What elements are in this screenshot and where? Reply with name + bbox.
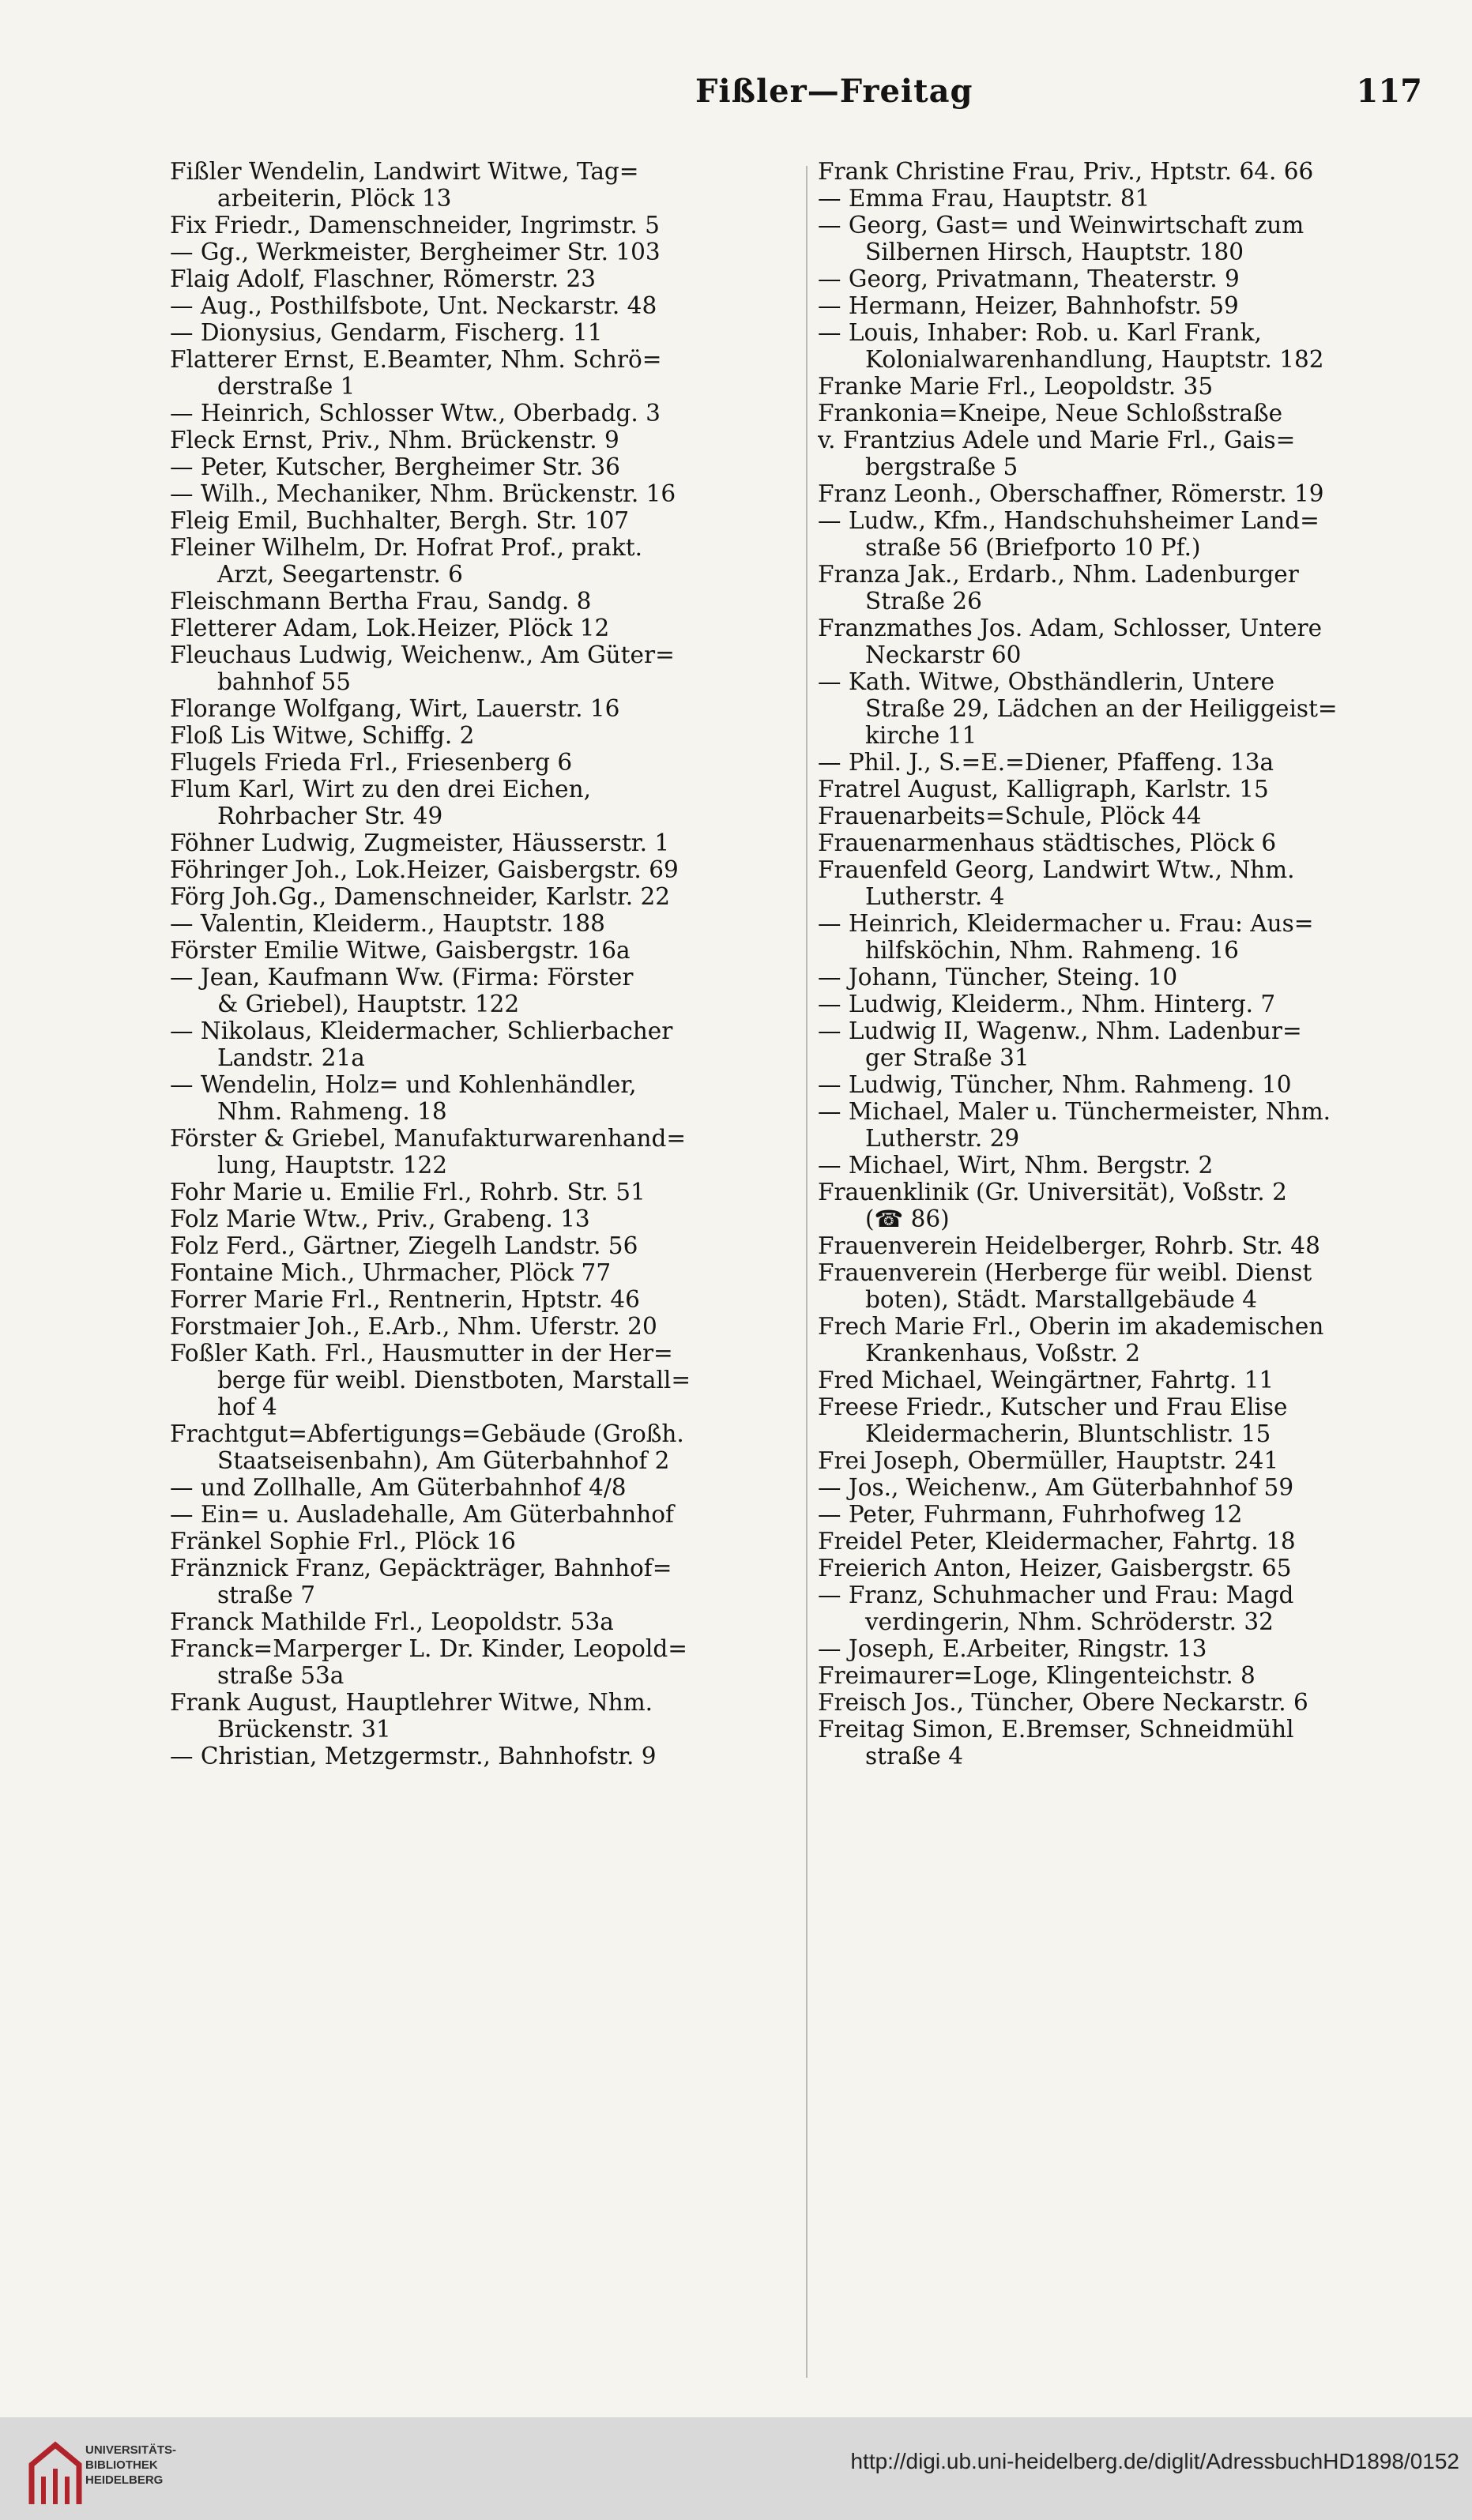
directory-entry-line: Forstmaier Joh., E.Arb., Nhm. Uferstr. 20 xyxy=(170,1313,657,1340)
directory-entry-line: Foßler Kath. Frl., Hausmutter in der Her= xyxy=(170,1340,673,1367)
directory-entry-line: — Ein= u. Ausladehalle, Am Güterbahnhof xyxy=(170,1501,674,1528)
directory-entry-line: arbeiterin, Plöck 13 xyxy=(217,185,452,212)
source-url-link[interactable]: http://digi.ub.uni-heidelberg.de/diglit/AdressbuchHD1898/0152 xyxy=(850,2449,1459,2473)
directory-entry-line: — Phil. J., S.=E.=Diener, Pfaffeng. 13a xyxy=(818,749,1274,776)
directory-entry-line: — Peter, Kutscher, Bergheimer Str. 36 xyxy=(170,453,620,480)
directory-entry-line: Frauenfeld Georg, Landwirt Wtw., Nhm. xyxy=(818,856,1295,883)
library-logo-icon xyxy=(16,2433,95,2512)
directory-entry-line: Freese Friedr., Kutscher und Frau Elise xyxy=(818,1394,1288,1420)
directory-entry-line: Frankonia=Kneipe, Neue Schloßstraße xyxy=(818,400,1283,427)
column-divider xyxy=(806,166,808,2378)
directory-entry-line: Neckarstr 60 xyxy=(865,641,1022,668)
directory-entry-line: lung, Hauptstr. 122 xyxy=(217,1152,448,1179)
directory-entry-line: Kleidermacherin, Bluntschlistr. 15 xyxy=(865,1420,1271,1447)
directory-entry-line: — Johann, Tüncher, Steing. 10 xyxy=(818,964,1178,991)
directory-entry-line: — Jos., Weichenw., Am Güterbahnhof 59 xyxy=(818,1474,1294,1501)
directory-entry-line: — Valentin, Kleiderm., Hauptstr. 188 xyxy=(170,910,605,937)
directory-entry-line: Föhringer Joh., Lok.Heizer, Gaisbergstr. 69 xyxy=(170,856,679,883)
directory-entry-line: Krankenhaus, Voßstr. 2 xyxy=(865,1340,1140,1367)
directory-entry-line: Franza Jak., Erdarb., Nhm. Ladenburger xyxy=(818,561,1299,588)
directory-entry-line: Florange Wolfgang, Wirt, Lauerstr. 16 xyxy=(170,695,620,722)
directory-entry-line: straße 7 xyxy=(217,1582,315,1608)
directory-entry-line: Forrer Marie Frl., Rentnerin, Hptstr. 46 xyxy=(170,1286,640,1313)
directory-entry-line: Silbernen Hirsch, Hauptstr. 180 xyxy=(865,239,1244,265)
directory-entry-line: Föhner Ludwig, Zugmeister, Häusserstr. 1 xyxy=(170,829,670,856)
directory-entry-line: verdingerin, Nhm. Schröderstr. 32 xyxy=(865,1608,1274,1635)
left-column xyxy=(170,158,802,2386)
directory-entry-line: Flum Karl, Wirt zu den drei Eichen, xyxy=(170,776,591,803)
directory-entry-line: — Dionysius, Gendarm, Fischerg. 11 xyxy=(170,319,603,346)
directory-entry-line: Franck Mathilde Frl., Leopoldstr. 53a xyxy=(170,1608,614,1635)
directory-entry-line: — Ludwig II, Wagenw., Nhm. Ladenbur= xyxy=(818,1017,1302,1044)
directory-entry-line: — Jean, Kaufmann Ww. (Firma: Förster xyxy=(170,964,634,991)
right-column xyxy=(818,158,1458,2386)
directory-entry-line: Freierich Anton, Heizer, Gaisbergstr. 65 xyxy=(818,1555,1292,1582)
directory-entry-line: Straße 26 xyxy=(865,588,982,615)
directory-entry-line: — Georg, Privatmann, Theaterstr. 9 xyxy=(818,265,1240,292)
directory-entry-line: Nhm. Rahmeng. 18 xyxy=(217,1098,447,1125)
directory-entry-line: Floß Lis Witwe, Schiffg. 2 xyxy=(170,722,475,749)
directory-entry-line: Staatseisenbahn), Am Güterbahnhof 2 xyxy=(217,1447,670,1474)
directory-entry-line: — Ludwig, Tüncher, Nhm. Rahmeng. 10 xyxy=(818,1071,1292,1098)
library-name-line: BIBLIOTHEK xyxy=(85,2458,158,2472)
directory-entry-line: — Nikolaus, Kleidermacher, Schlierbacher xyxy=(170,1017,673,1044)
directory-entry-line: Fleck Ernst, Priv., Nhm. Brückenstr. 9 xyxy=(170,427,619,453)
directory-entry-line: Fred Michael, Weingärtner, Fahrtg. 11 xyxy=(818,1367,1274,1394)
directory-entry-line: Förster & Griebel, Manufakturwarenhand= xyxy=(170,1125,687,1152)
directory-entry-line: & Griebel), Hauptstr. 122 xyxy=(217,991,520,1017)
directory-entry-line: — Hermann, Heizer, Bahnhofstr. 59 xyxy=(818,292,1239,319)
directory-entry-line: — und Zollhalle, Am Güterbahnhof 4/8 xyxy=(170,1474,627,1501)
library-name xyxy=(85,2443,259,2488)
directory-entry-line: Freimaurer=Loge, Klingenteichstr. 8 xyxy=(818,1662,1256,1689)
directory-entry-line: bergstraße 5 xyxy=(865,453,1018,480)
directory-entry-line: — Michael, Maler u. Tünchermeister, Nhm. xyxy=(818,1098,1331,1125)
library-name-line: UNIVERSITÄTS- xyxy=(85,2443,177,2457)
directory-entry-line: Frauenklinik (Gr. Universität), Voßstr. 2 xyxy=(818,1179,1287,1205)
directory-entry-line: Förg Joh.Gg., Damenschneider, Karlstr. 22 xyxy=(170,883,671,910)
directory-entry-line: Frauenarbeits=Schule, Plöck 44 xyxy=(818,803,1202,829)
page-number: 117 xyxy=(1356,73,1422,110)
directory-entry-line: ger Straße 31 xyxy=(865,1044,1030,1071)
directory-entry-line: — Christian, Metzgermstr., Bahnhofstr. 9 xyxy=(170,1743,657,1770)
directory-entry-line: — Ludw., Kfm., Handschuhsheimer Land= xyxy=(818,507,1320,534)
directory-entry-line: — Michael, Wirt, Nhm. Bergstr. 2 xyxy=(818,1152,1214,1179)
directory-entry-line: Folz Ferd., Gärtner, Ziegelh Landstr. 56 xyxy=(170,1232,638,1259)
directory-entry-line: derstraße 1 xyxy=(217,373,356,400)
directory-entry-line: Fränkel Sophie Frl., Plöck 16 xyxy=(170,1528,516,1555)
page-header xyxy=(695,73,1422,128)
directory-entry-line: Frauenarmenhaus städtisches, Plöck 6 xyxy=(818,829,1277,856)
directory-entry-line: straße 53a xyxy=(217,1662,344,1689)
directory-entry-line: Frachtgut=Abfertigungs=Gebäude (Großh. xyxy=(170,1420,684,1447)
directory-entry-line: — Joseph, E.Arbeiter, Ringstr. 13 xyxy=(818,1635,1207,1662)
directory-entry-line: Arzt, Seegartenstr. 6 xyxy=(217,561,463,588)
directory-entry-line: Kolonialwarenhandlung, Hauptstr. 182 xyxy=(865,346,1324,373)
directory-entry-line: Frauenverein (Herberge für weibl. Dienst xyxy=(818,1259,1312,1286)
directory-entry-line: kirche 11 xyxy=(865,722,977,749)
directory-entry-line: Fißler Wendelin, Landwirt Witwe, Tag= xyxy=(170,158,639,185)
directory-entry-line: (☎ 86) xyxy=(865,1205,950,1232)
directory-entry-line: Fleischmann Bertha Frau, Sandg. 8 xyxy=(170,588,592,615)
directory-entry-line: — Georg, Gast= und Weinwirtschaft zum xyxy=(818,212,1304,239)
directory-entry-line: hilfsköchin, Nhm. Rahmeng. 16 xyxy=(865,937,1239,964)
directory-entry-line: Förster Emilie Witwe, Gaisbergstr. 16a xyxy=(170,937,631,964)
directory-entry-line: Folz Marie Wtw., Priv., Grabeng. 13 xyxy=(170,1205,590,1232)
directory-entry-line: straße 56 (Briefporto 10 Pf.) xyxy=(865,534,1201,561)
directory-entry-line: — Peter, Fuhrmann, Fuhrhofweg 12 xyxy=(818,1501,1243,1528)
directory-entry-line: v. Frantzius Adele und Marie Frl., Gais= xyxy=(818,427,1296,453)
directory-entry-line: boten), Städt. Marstallgebäude 4 xyxy=(865,1286,1258,1313)
directory-entry-line: Fleig Emil, Buchhalter, Bergh. Str. 107 xyxy=(170,507,630,534)
directory-entry-line: — Emma Frau, Hauptstr. 81 xyxy=(818,185,1150,212)
directory-entry-line: — Gg., Werkmeister, Bergheimer Str. 103 xyxy=(170,239,661,265)
directory-entry-line: Brückenstr. 31 xyxy=(217,1716,391,1743)
directory-entry-line: — Heinrich, Kleidermacher u. Frau: Aus= xyxy=(818,910,1314,937)
directory-entry-line: Freisch Jos., Tüncher, Obere Neckarstr. 6 xyxy=(818,1689,1308,1716)
directory-entry-line: Freidel Peter, Kleidermacher, Fahrtg. 18 xyxy=(818,1528,1296,1555)
directory-entry-line: Freitag Simon, E.Bremser, Schneidmühl xyxy=(818,1716,1294,1743)
directory-entry-line: Straße 29, Lädchen an der Heiliggeist= xyxy=(865,695,1338,722)
directory-entry-line: — Wendelin, Holz= und Kohlenhändler, xyxy=(170,1071,637,1098)
directory-entry-line: Frech Marie Frl., Oberin im akademischen xyxy=(818,1313,1324,1340)
directory-entry-line: Fletterer Adam, Lok.Heizer, Plöck 12 xyxy=(170,615,610,641)
directory-entry-line: berge für weibl. Dienstboten, Marstall= xyxy=(217,1367,691,1394)
directory-entry-line: Flugels Frieda Frl., Friesenberg 6 xyxy=(170,749,573,776)
directory-entry-line: Frei Joseph, Obermüller, Hauptstr. 241 xyxy=(818,1447,1279,1474)
directory-entry-line: Flatterer Ernst, E.Beamter, Nhm. Schrö= xyxy=(170,346,662,373)
directory-entry-line: — Heinrich, Schlosser Wtw., Oberbadg. 3 xyxy=(170,400,661,427)
directory-entry-line: Lutherstr. 29 xyxy=(865,1125,1020,1152)
directory-entry-line: Fix Friedr., Damenschneider, Ingrimstr. 5 xyxy=(170,212,660,239)
directory-entry-line: — Franz, Schuhmacher und Frau: Magd xyxy=(818,1582,1294,1608)
directory-entry-line: Fontaine Mich., Uhrmacher, Plöck 77 xyxy=(170,1259,612,1286)
running-title: Fißler—Freitag xyxy=(695,73,973,110)
directory-entry-line: Lutherstr. 4 xyxy=(865,883,1005,910)
directory-entry-line: Fleuchaus Ludwig, Weichenw., Am Güter= xyxy=(170,641,675,668)
directory-entry-line: — Ludwig, Kleiderm., Nhm. Hinterg. 7 xyxy=(818,991,1276,1017)
directory-entry-line: Franke Marie Frl., Leopoldstr. 35 xyxy=(818,373,1214,400)
directory-entry-line: hof 4 xyxy=(217,1394,277,1420)
directory-entry-line: bahnhof 55 xyxy=(217,668,352,695)
directory-entry-line: Fohr Marie u. Emilie Frl., Rohrb. Str. 51 xyxy=(170,1179,646,1205)
directory-entry-line: — Louis, Inhaber: Rob. u. Karl Frank, xyxy=(818,319,1262,346)
directory-entry-line: — Kath. Witwe, Obsthändlerin, Untere xyxy=(818,668,1275,695)
directory-entry-line: Frank Christine Frau, Priv., Hptstr. 64. 66 xyxy=(818,158,1314,185)
directory-entry-line: Frank August, Hauptlehrer Witwe, Nhm. xyxy=(170,1689,653,1716)
directory-entry-line: — Wilh., Mechaniker, Nhm. Brückenstr. 16 xyxy=(170,480,676,507)
library-name-line: HEIDELBERG xyxy=(85,2473,164,2487)
directory-entry-line: Fränznick Franz, Gepäckträger, Bahnhof= xyxy=(170,1555,672,1582)
directory-entry-line: Flaig Adolf, Flaschner, Römerstr. 23 xyxy=(170,265,597,292)
directory-entry-line: straße 4 xyxy=(865,1743,963,1770)
directory-entry-line: Fratrel August, Kalligraph, Karlstr. 15 xyxy=(818,776,1269,803)
directory-entry-line: Rohrbacher Str. 49 xyxy=(217,803,443,829)
directory-entry-line: Fleiner Wilhelm, Dr. Hofrat Prof., prakt. xyxy=(170,534,643,561)
directory-entry-line: Franzmathes Jos. Adam, Schlosser, Untere xyxy=(818,615,1323,641)
directory-entry-line: Franz Leonh., Oberschaffner, Römerstr. 19 xyxy=(818,480,1324,507)
directory-entry-line: Frauenverein Heidelberger, Rohrb. Str. 48 xyxy=(818,1232,1320,1259)
directory-entry-line: — Aug., Posthilfsbote, Unt. Neckarstr. 48 xyxy=(170,292,657,319)
directory-entry-line: Landstr. 21a xyxy=(217,1044,365,1071)
directory-entry-line: Franck=Marperger L. Dr. Kinder, Leopold= xyxy=(170,1635,687,1662)
